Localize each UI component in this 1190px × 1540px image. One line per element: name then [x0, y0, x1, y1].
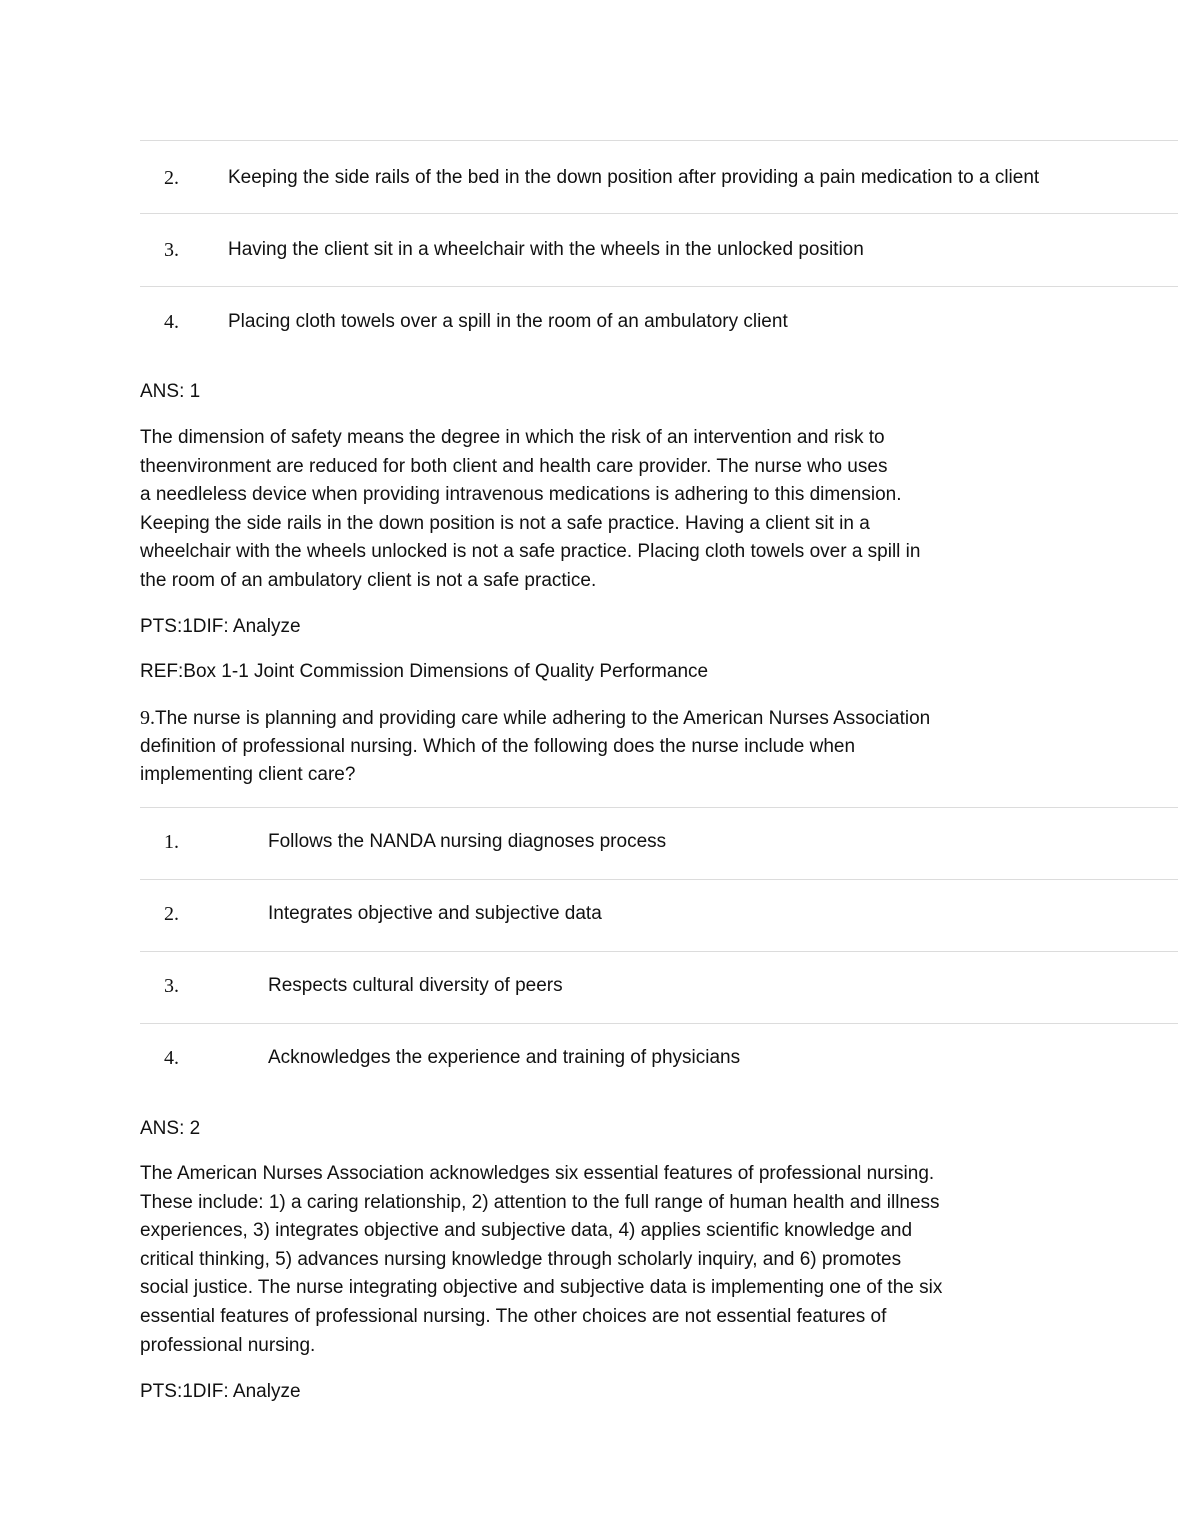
option-text: Placing cloth towels over a spill in the room of an ambulatory client: [228, 311, 788, 332]
rationale: [140, 1160, 942, 1360]
option-text: Having the client sit in a wheelchair with the wheels in the unlocked position: [228, 239, 864, 260]
rationale-line: The dimension of safety means the degree in which the risk of an intervention and risk to: [140, 427, 885, 448]
rationale-line: These include: 1) a caring relationship, 2) attention to the full range of human health and illness: [140, 1191, 940, 1213]
option-number: 2.: [164, 903, 179, 925]
rationale-line: theenvironment are reduced for both client and health care provider. The nurse who uses: [140, 455, 888, 477]
divider: [140, 140, 1178, 141]
rationale-line: a needleless device when providing intravenous medications is adhering to this dimension.: [140, 484, 902, 506]
divider: [140, 807, 1178, 808]
rationale-line: critical thinking, 5) advances nursing knowledge through scholarly inquiry, and 6) promotes: [140, 1248, 902, 1270]
divider: [140, 951, 1178, 952]
answer: ANS: 2: [140, 1118, 201, 1139]
divider: [140, 286, 1178, 287]
reference: REF:Box 1-1 Joint Commission Dimensions of Quality Performance: [140, 661, 709, 682]
option-text: Acknowledges the experience and training of physicians: [268, 1047, 741, 1068]
option-number: 3.: [164, 239, 179, 261]
option-number: 4.: [164, 311, 179, 333]
rationale-line: Keeping the side rails in the down position is not a safe practice. Having a client sit in a: [140, 512, 870, 534]
option-number: 3.: [164, 975, 179, 997]
points-difficulty: PTS:1DIF: Analyze: [140, 1381, 301, 1402]
rationale-line: The American Nurses Association acknowledges six essential features of professional nursing.: [140, 1163, 935, 1184]
rationale-line: experiences, 3) integrates objective and subjective data, 4) applies scientific knowledge and: [140, 1220, 913, 1242]
rationale: [140, 424, 920, 596]
rationale-line: professional nursing.: [140, 1334, 316, 1356]
option-text: Keeping the side rails of the bed in the down position after providing a pain medication to a client: [228, 167, 1040, 188]
stem-line: The nurse is planning and providing care while adhering to the American Nurses Association: [155, 708, 931, 729]
rationale-line: the room of an ambulatory client is not a safe practice.: [140, 569, 597, 591]
question-stem: [140, 704, 930, 790]
option-number: 4.: [164, 1047, 179, 1069]
divider: [140, 879, 1178, 880]
stem-line: definition of professional nursing. Which of the following does the nurse include when: [140, 735, 856, 757]
rationale-line: essential features of professional nursing. The other choices are not essential features of: [140, 1305, 887, 1327]
question-number: 9.: [140, 707, 155, 729]
option-text: Respects cultural diversity of peers: [268, 975, 563, 996]
option-number: 2.: [164, 167, 179, 189]
divider: [140, 1023, 1178, 1024]
points-difficulty: PTS:1DIF: Analyze: [140, 616, 301, 637]
divider: [140, 213, 1178, 214]
answer: ANS: 1: [140, 381, 201, 402]
option-text: Integrates objective and subjective data: [268, 903, 602, 924]
rationale-line: social justice. The nurse integrating objective and subjective data is implementing one of the six: [140, 1277, 943, 1299]
rationale-line: wheelchair with the wheels unlocked is not a safe practice. Placing cloth towels over a spill in: [140, 541, 921, 563]
stem-line: implementing client care?: [140, 764, 356, 786]
option-text: Follows the NANDA nursing diagnoses process: [268, 831, 667, 852]
option-number: 1.: [164, 831, 179, 853]
